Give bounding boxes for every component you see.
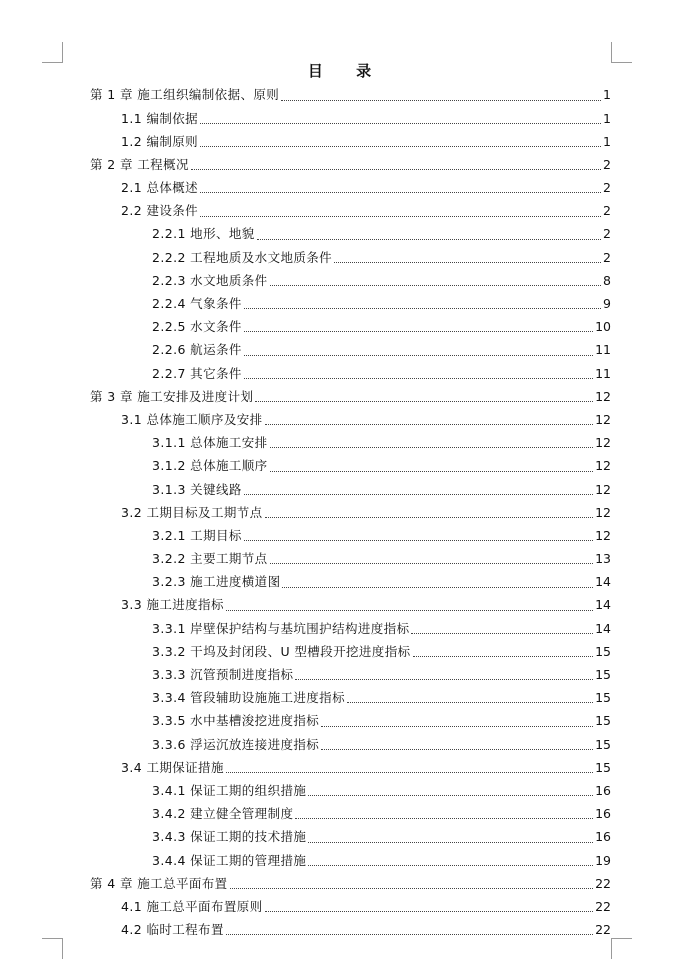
toc-entry-label: 2.2 建设条件 <box>121 203 199 219</box>
toc-dot-leader <box>244 539 593 541</box>
toc-page-number: 12 <box>595 411 611 427</box>
toc-dot-leader <box>308 841 593 843</box>
toc-entry-label: 第 4 章 施工总平面布置 <box>90 875 228 891</box>
toc-dot-leader <box>200 122 601 124</box>
toc-entry[interactable] <box>0 246 679 269</box>
toc-entry[interactable] <box>0 432 679 455</box>
toc-dot-leader <box>200 215 601 217</box>
toc-entry[interactable] <box>0 154 679 177</box>
toc-title: 目 录 <box>307 62 386 80</box>
toc-entry-label: 2.2.1 地形、地貌 <box>152 226 255 242</box>
toc-dot-leader <box>255 400 593 402</box>
toc-entry-label: 3.4.4 保证工期的管理措施 <box>152 852 307 868</box>
toc-dot-leader <box>308 794 593 796</box>
toc-entry-label: 2.2.6 航运条件 <box>152 342 242 358</box>
toc-entry-label: 3.2.2 主要工期节点 <box>152 551 268 567</box>
toc-page-number: 12 <box>595 504 611 520</box>
toc-page-number: 12 <box>595 435 611 451</box>
toc-entry[interactable] <box>0 872 679 895</box>
toc-page-number: 16 <box>595 806 611 822</box>
toc-entry-label: 3.2 工期目标及工期节点 <box>121 504 263 520</box>
toc-entry-label: 第 1 章 施工组织编制依据、原则 <box>90 87 280 103</box>
toc-dot-leader <box>413 655 594 657</box>
toc-entry[interactable] <box>0 362 679 385</box>
toc-dot-leader <box>411 632 593 634</box>
toc-entry[interactable] <box>0 641 679 664</box>
toc-dot-leader <box>226 609 593 611</box>
toc-entry-label: 2.2.7 其它条件 <box>152 365 242 381</box>
toc-page-number: 2 <box>603 180 611 196</box>
toc-page-number: 13 <box>595 551 611 567</box>
toc-dot-leader <box>200 191 601 193</box>
toc-page-number: 14 <box>595 620 611 636</box>
toc-entry[interactable] <box>0 548 679 571</box>
toc-entry-label: 2.1 总体概述 <box>121 180 199 196</box>
toc-entry-label: 3.3.2 干坞及封闭段、U 型槽段开挖进度指标 <box>152 643 411 659</box>
toc-page-number: 11 <box>595 342 611 358</box>
toc-page-number: 12 <box>595 388 611 404</box>
toc-entry-label: 3.4 工期保证措施 <box>121 759 224 775</box>
toc-entry[interactable] <box>0 130 679 153</box>
toc-page-number: 1 <box>603 110 611 126</box>
toc-page-number: 12 <box>595 527 611 543</box>
toc-dot-leader <box>244 330 593 332</box>
toc-dot-leader <box>295 678 593 680</box>
toc-page-number: 16 <box>595 829 611 845</box>
toc-page-number: 2 <box>603 226 611 242</box>
toc-page-number: 14 <box>595 597 611 613</box>
toc-entry-label: 3.2.3 施工进度横道图 <box>152 574 281 590</box>
toc-page-number: 22 <box>595 922 611 938</box>
toc-page-number: 16 <box>595 782 611 798</box>
toc-entry[interactable] <box>0 293 679 316</box>
toc-page-number: 15 <box>595 759 611 775</box>
toc-dot-leader <box>321 748 593 750</box>
toc-entry-label: 3.3.3 沉管预制进度指标 <box>152 667 294 683</box>
toc-entry-label: 3.4.3 保证工期的技术措施 <box>152 829 307 845</box>
toc-page-number: 9 <box>603 296 611 312</box>
toc-dot-leader <box>244 307 601 309</box>
toc-entry-label: 3.2.1 工期目标 <box>152 527 242 543</box>
toc-dot-leader <box>244 493 593 495</box>
toc-entry-label: 3.1.3 关键线路 <box>152 481 242 497</box>
toc-page-number: 19 <box>595 852 611 868</box>
toc-entry[interactable] <box>0 733 679 756</box>
toc-dot-leader <box>281 99 601 101</box>
toc-entry[interactable] <box>0 177 679 200</box>
toc-dot-leader <box>270 284 601 286</box>
toc-entry-label: 4.2 临时工程布置 <box>121 922 224 938</box>
toc-entry-label: 3.3.6 浮运沉放连接进度指标 <box>152 736 320 752</box>
toc-dot-leader <box>295 817 593 819</box>
toc-entry-label: 3.1 总体施工顺序及安排 <box>121 411 263 427</box>
toc-dot-leader <box>308 864 593 866</box>
toc-entry[interactable] <box>0 223 679 246</box>
toc-entry[interactable] <box>0 385 679 408</box>
toc-entry[interactable] <box>0 107 679 130</box>
toc-page-number: 1 <box>603 133 611 149</box>
table-of-contents <box>0 84 679 942</box>
toc-page-number: 15 <box>595 736 611 752</box>
toc-page-number: 2 <box>603 203 611 219</box>
toc-entry[interactable] <box>0 849 679 872</box>
toc-entry-label: 第 2 章 工程概况 <box>90 156 189 172</box>
toc-entry[interactable] <box>0 409 679 432</box>
toc-dot-leader <box>265 516 594 518</box>
toc-dot-leader <box>257 238 601 240</box>
toc-dot-leader <box>270 446 594 448</box>
toc-page-number: 12 <box>595 458 611 474</box>
toc-entry[interactable] <box>0 756 679 779</box>
toc-entry[interactable] <box>0 270 679 293</box>
toc-entry[interactable] <box>0 664 679 687</box>
toc-page-number: 2 <box>603 249 611 265</box>
toc-page-number: 11 <box>595 365 611 381</box>
toc-dot-leader <box>270 470 594 472</box>
toc-dot-leader <box>230 887 594 889</box>
toc-page-number: 1 <box>603 87 611 103</box>
toc-page-number: 10 <box>595 319 611 335</box>
toc-entry[interactable] <box>0 710 679 733</box>
toc-entry[interactable] <box>0 687 679 710</box>
toc-entry[interactable] <box>0 803 679 826</box>
toc-page-number: 22 <box>595 898 611 914</box>
toc-page-number: 15 <box>595 690 611 706</box>
toc-page-number: 15 <box>595 667 611 683</box>
toc-entry-label: 4.1 施工总平面布置原则 <box>121 898 263 914</box>
toc-dot-leader <box>282 586 593 588</box>
toc-entry[interactable] <box>0 339 679 362</box>
toc-dot-leader <box>244 377 593 379</box>
toc-entry-label: 2.2.5 水文条件 <box>152 319 242 335</box>
toc-entry-label: 3.4.1 保证工期的组织措施 <box>152 782 307 798</box>
toc-entry-label: 2.2.4 气象条件 <box>152 296 242 312</box>
toc-entry[interactable] <box>0 780 679 803</box>
toc-entry[interactable] <box>0 896 679 919</box>
toc-dot-leader <box>244 354 593 356</box>
toc-entry[interactable] <box>0 594 679 617</box>
toc-entry[interactable] <box>0 826 679 849</box>
toc-page-number: 14 <box>595 574 611 590</box>
toc-entry[interactable] <box>0 84 679 107</box>
toc-entry[interactable] <box>0 501 679 524</box>
toc-entry[interactable] <box>0 200 679 223</box>
toc-entry-label: 2.2.3 水文地质条件 <box>152 272 268 288</box>
toc-entry-label: 3.3.1 岸壁保护结构与基坑围护结构进度指标 <box>152 620 410 636</box>
toc-dot-leader <box>270 562 594 564</box>
toc-entry[interactable] <box>0 919 679 942</box>
toc-dot-leader <box>321 725 593 727</box>
toc-entry-label: 3.3 施工进度指标 <box>121 597 224 613</box>
toc-entry[interactable] <box>0 525 679 548</box>
toc-entry[interactable] <box>0 617 679 640</box>
toc-entry-label: 第 3 章 施工安排及进度计划 <box>90 388 254 404</box>
toc-dot-leader <box>200 145 601 147</box>
toc-dot-leader <box>226 933 593 935</box>
toc-page-number: 12 <box>595 481 611 497</box>
toc-entry[interactable] <box>0 478 679 501</box>
toc-entry-label: 3.4.2 建立健全管理制度 <box>152 806 294 822</box>
toc-entry-label: 2.2.2 工程地质及水文地质条件 <box>152 249 333 265</box>
toc-entry[interactable] <box>0 316 679 339</box>
toc-entry-label: 3.3.4 管段辅助设施施工进度指标 <box>152 690 345 706</box>
toc-page-number: 22 <box>595 875 611 891</box>
toc-dot-leader <box>347 701 593 703</box>
toc-entry[interactable] <box>0 571 679 594</box>
toc-dot-leader <box>265 910 594 912</box>
toc-entry-label: 3.1.2 总体施工顺序 <box>152 458 268 474</box>
toc-page-number: 2 <box>603 156 611 172</box>
toc-dot-leader <box>226 771 593 773</box>
toc-dot-leader <box>191 168 601 170</box>
toc-entry-label: 3.3.5 水中基槽浚挖进度指标 <box>152 713 320 729</box>
toc-entry-label: 1.2 编制原则 <box>121 133 199 149</box>
toc-entry-label: 3.1.1 总体施工安排 <box>152 435 268 451</box>
toc-page-number: 15 <box>595 643 611 659</box>
toc-page-number: 15 <box>595 713 611 729</box>
toc-dot-leader <box>265 423 594 425</box>
toc-dot-leader <box>334 261 601 263</box>
toc-entry-label: 1.1 编制依据 <box>121 110 199 126</box>
toc-entry[interactable] <box>0 455 679 478</box>
toc-page-number: 8 <box>603 272 611 288</box>
